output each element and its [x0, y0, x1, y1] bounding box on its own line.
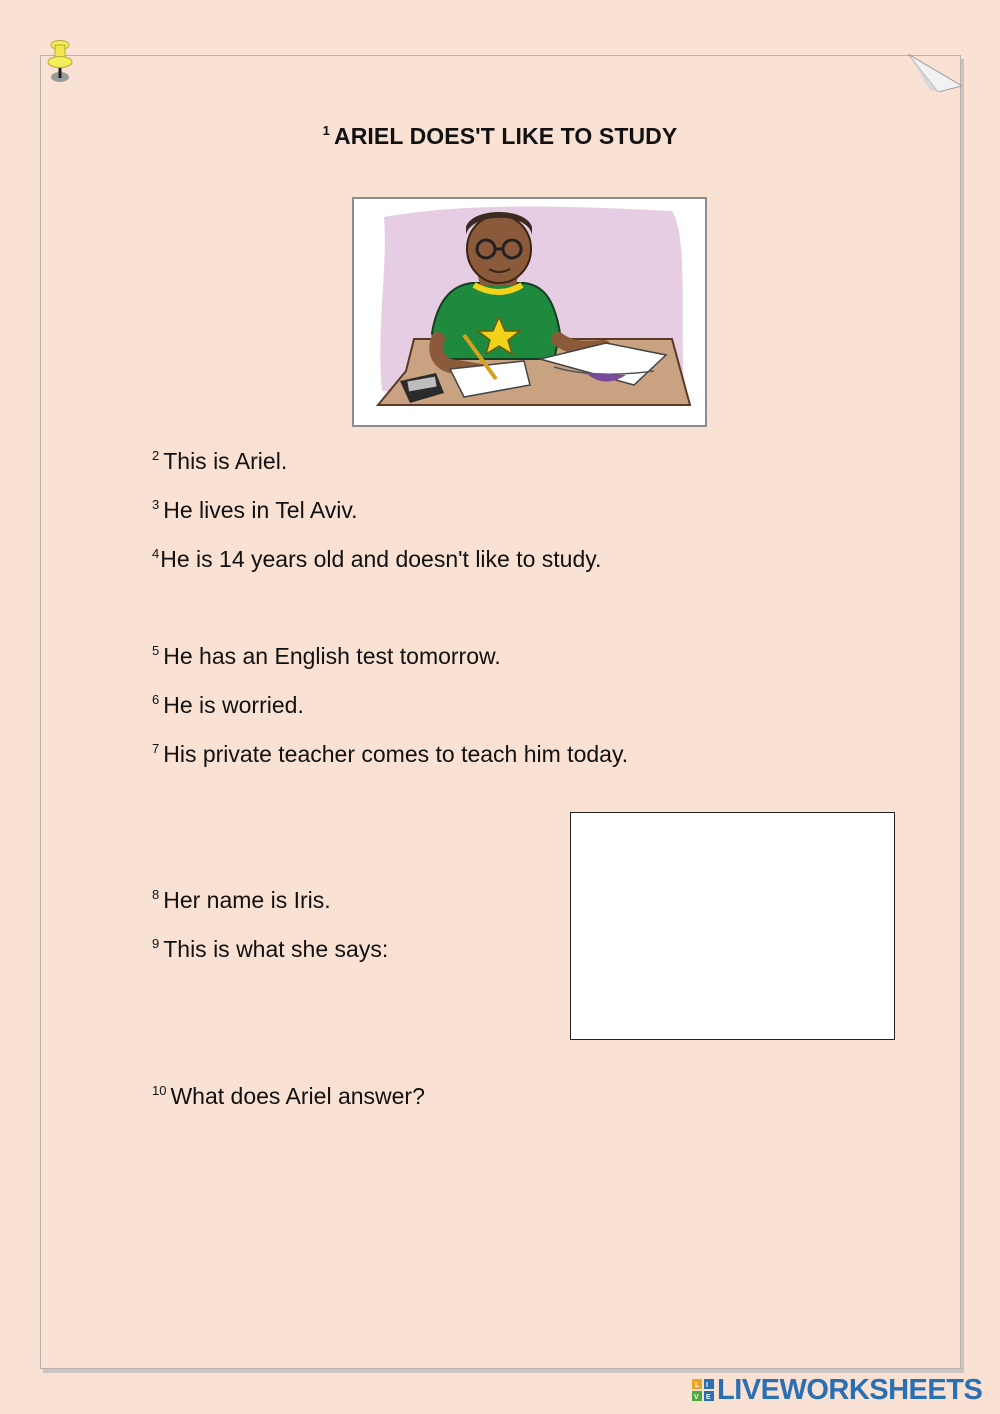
sentence-text: What does Ariel answer? [170, 1083, 425, 1109]
sentence-text: This is what she says: [163, 936, 389, 962]
sentence-number: 5 [152, 643, 160, 658]
page-corner-fold-icon [908, 54, 962, 92]
liveworksheets-logo-icon [692, 1379, 714, 1401]
sentence-text: Her name is Iris. [163, 887, 331, 913]
sentence-number: 1 [322, 123, 331, 138]
worksheet-title [0, 123, 1000, 150]
sentence-text: He is 14 years old and doesn't like to study. [160, 546, 602, 572]
svg-text:L: L [695, 1382, 700, 1389]
sentence-line [152, 1083, 425, 1110]
sentence-text: He is worried. [163, 692, 304, 718]
title-text: ARIEL DOES'T LIKE TO STUDY [334, 123, 678, 149]
sentence-number: 9 [152, 936, 160, 951]
sentence-number: 4 [152, 546, 160, 561]
sentence-line [152, 692, 304, 719]
sentence-number: 8 [152, 887, 160, 902]
sentence-number: 2 [152, 448, 160, 463]
brand-name: LIVEWORKSHEETS [717, 1373, 983, 1406]
sentence-number: 6 [152, 692, 160, 707]
sentence-number: 3 [152, 497, 160, 512]
sentence-line [152, 936, 388, 963]
sentence-text: He has an English test tomorrow. [163, 643, 501, 669]
sentence-line [152, 887, 331, 914]
sentence-line [152, 448, 287, 475]
sentence-number: 7 [152, 741, 160, 756]
sentence-text: His private teacher comes to teach him today. [163, 741, 629, 767]
sentence-text: He lives in Tel Aviv. [163, 497, 358, 523]
sentence-line [152, 546, 601, 573]
student-illustration [352, 197, 707, 427]
boy-studying-image [354, 199, 705, 425]
liveworksheets-logo[interactable] [692, 1374, 982, 1406]
pushpin-icon [46, 40, 74, 88]
sentence-text: This is Ariel. [163, 448, 288, 474]
svg-text:V: V [694, 1394, 699, 1401]
sentence-number: 10 [152, 1083, 167, 1098]
svg-text:I: I [706, 1382, 708, 1389]
sentence-line [152, 741, 628, 768]
sentence-line [152, 497, 358, 524]
sentence-line [152, 643, 501, 670]
svg-text:E: E [706, 1394, 711, 1401]
teacher-speech-answer-box[interactable] [570, 812, 895, 1040]
